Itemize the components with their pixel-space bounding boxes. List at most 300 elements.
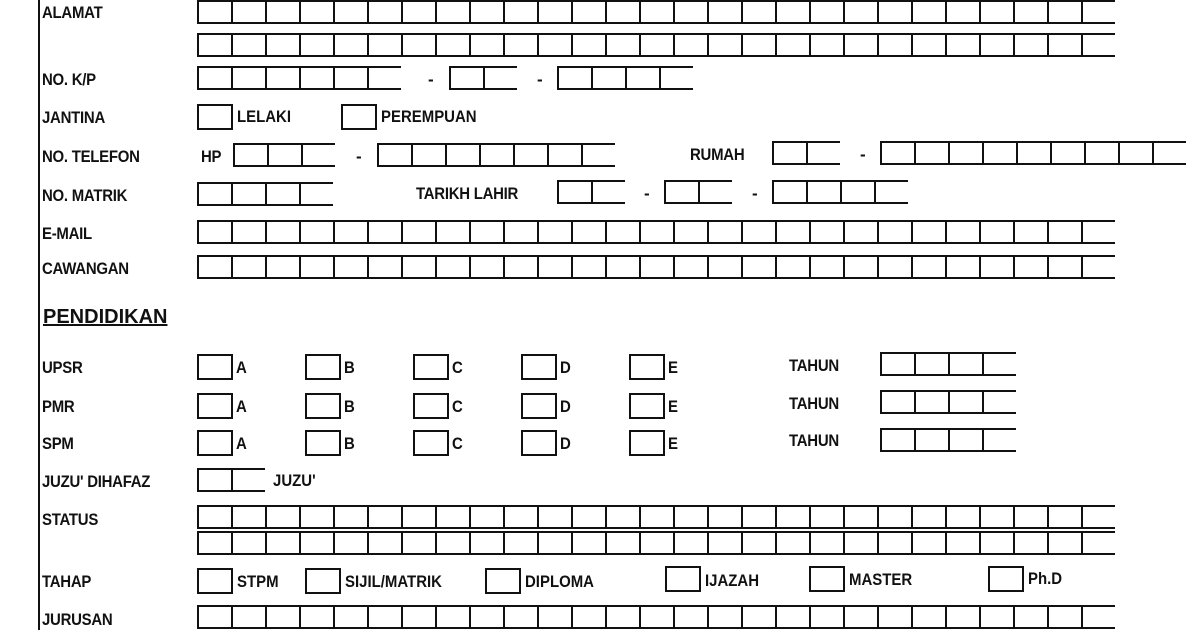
character-cell[interactable]: [299, 531, 335, 555]
character-cell[interactable]: [265, 33, 301, 57]
character-cell[interactable]: [1013, 33, 1049, 57]
character-cell[interactable]: [333, 220, 369, 244]
character-cell[interactable]: [605, 531, 641, 555]
character-cell[interactable]: [233, 143, 269, 167]
character-cell[interactable]: [571, 531, 607, 555]
character-cell[interactable]: [707, 255, 743, 279]
kp-field-part-2[interactable]: [449, 66, 517, 90]
character-cell[interactable]: [401, 255, 437, 279]
matrik-field[interactable]: [197, 182, 333, 206]
pmr-tahun-field[interactable]: [880, 390, 1016, 414]
character-cell[interactable]: [401, 531, 437, 555]
character-cell[interactable]: [1047, 505, 1083, 529]
character-cell[interactable]: [197, 182, 233, 206]
tarikh-year-field[interactable]: [772, 180, 908, 204]
character-cell[interactable]: [1081, 505, 1115, 529]
character-cell[interactable]: [299, 605, 335, 629]
character-cell[interactable]: [333, 605, 369, 629]
character-cell[interactable]: [265, 220, 301, 244]
upsr-grade-d-checkbox[interactable]: [521, 354, 557, 380]
upsr-grade-c-checkbox[interactable]: [413, 354, 449, 380]
character-cell[interactable]: [377, 143, 413, 167]
character-cell[interactable]: [880, 352, 916, 376]
spm-tahun-field[interactable]: [880, 428, 1016, 452]
tahap-master-checkbox[interactable]: [809, 566, 845, 592]
character-cell[interactable]: [809, 605, 845, 629]
character-cell[interactable]: [707, 505, 743, 529]
character-cell[interactable]: [301, 143, 335, 167]
character-cell[interactable]: [231, 66, 267, 90]
character-cell[interactable]: [707, 531, 743, 555]
character-cell[interactable]: [911, 0, 947, 24]
spm-grade-d-checkbox[interactable]: [521, 430, 557, 456]
character-cell[interactable]: [537, 255, 573, 279]
character-cell[interactable]: [605, 255, 641, 279]
character-cell[interactable]: [445, 143, 481, 167]
kp-field-part-3[interactable]: [557, 66, 693, 90]
character-cell[interactable]: [231, 0, 267, 24]
character-cell[interactable]: [911, 255, 947, 279]
pmr-grade-b-checkbox[interactable]: [305, 393, 341, 419]
character-cell[interactable]: [877, 605, 913, 629]
character-cell[interactable]: [469, 505, 505, 529]
character-cell[interactable]: [591, 180, 625, 204]
character-cell[interactable]: [1084, 141, 1120, 165]
character-cell[interactable]: [775, 255, 811, 279]
character-cell[interactable]: [367, 66, 401, 90]
hp-field-prefix[interactable]: [233, 143, 335, 167]
character-cell[interactable]: [231, 255, 267, 279]
character-cell[interactable]: [1081, 605, 1115, 629]
spm-grade-e-checkbox[interactable]: [629, 430, 665, 456]
upsr-grade-e-label: E: [668, 358, 678, 377]
character-cell[interactable]: [537, 33, 573, 57]
tahap-diploma-checkbox[interactable]: [485, 568, 521, 594]
character-cell[interactable]: [775, 505, 811, 529]
pmr-grade-d-checkbox[interactable]: [521, 393, 557, 419]
character-cell[interactable]: [911, 605, 947, 629]
character-cell[interactable]: [945, 531, 981, 555]
character-cell[interactable]: [333, 66, 369, 90]
character-cell[interactable]: [299, 33, 335, 57]
character-cell[interactable]: [673, 255, 709, 279]
character-cell[interactable]: [775, 33, 811, 57]
upsr-grade-a-label: A: [236, 358, 247, 377]
jurusan-label: JURUSAN: [42, 610, 113, 629]
character-cell[interactable]: [367, 220, 403, 244]
character-cell[interactable]: [673, 505, 709, 529]
character-cell[interactable]: [1013, 605, 1049, 629]
character-cell[interactable]: [914, 390, 950, 414]
character-cell[interactable]: [557, 180, 593, 204]
character-cell[interactable]: [639, 255, 675, 279]
character-cell[interactable]: [741, 605, 777, 629]
character-cell[interactable]: [945, 220, 981, 244]
character-cell[interactable]: [299, 255, 335, 279]
character-cell[interactable]: [231, 220, 267, 244]
character-cell[interactable]: [914, 352, 950, 376]
character-cell[interactable]: [880, 141, 916, 165]
hp-field-number[interactable]: [377, 143, 615, 167]
character-cell[interactable]: [673, 220, 709, 244]
alamat-field-line-1[interactable]: [197, 0, 1115, 24]
character-cell[interactable]: [775, 220, 811, 244]
character-cell[interactable]: [982, 352, 1016, 376]
character-cell[interactable]: [1047, 220, 1083, 244]
character-cell[interactable]: [945, 605, 981, 629]
character-cell[interactable]: [673, 531, 709, 555]
character-cell[interactable]: [299, 505, 335, 529]
character-cell[interactable]: [571, 0, 607, 24]
character-cell[interactable]: [503, 255, 539, 279]
character-cell[interactable]: [197, 531, 233, 555]
character-cell[interactable]: [265, 605, 301, 629]
character-cell[interactable]: [605, 220, 641, 244]
character-cell[interactable]: [435, 33, 471, 57]
character-cell[interactable]: [367, 505, 403, 529]
character-cell[interactable]: [231, 33, 267, 57]
character-cell[interactable]: [911, 220, 947, 244]
character-cell[interactable]: [299, 66, 335, 90]
character-cell[interactable]: [197, 255, 233, 279]
character-cell[interactable]: [537, 531, 573, 555]
character-cell[interactable]: [469, 255, 505, 279]
character-cell[interactable]: [537, 605, 573, 629]
character-cell[interactable]: [1047, 33, 1083, 57]
character-cell[interactable]: [843, 0, 879, 24]
character-cell[interactable]: [707, 220, 743, 244]
tarikh-month-field[interactable]: [664, 180, 732, 204]
character-cell[interactable]: [741, 531, 777, 555]
character-cell[interactable]: [979, 505, 1015, 529]
character-cell[interactable]: [945, 0, 981, 24]
character-cell[interactable]: [435, 0, 471, 24]
character-cell[interactable]: [605, 33, 641, 57]
upsr-grade-e-checkbox[interactable]: [629, 354, 665, 380]
character-cell[interactable]: [775, 0, 811, 24]
jurusan-field[interactable]: [197, 605, 1115, 629]
character-cell[interactable]: [605, 505, 641, 529]
character-cell[interactable]: [707, 33, 743, 57]
spm-grade-b-checkbox[interactable]: [305, 430, 341, 456]
character-cell[interactable]: [449, 66, 485, 90]
character-cell[interactable]: [982, 141, 1018, 165]
character-cell[interactable]: [333, 255, 369, 279]
tarikh-lahir-label: TARIKH LAHIR: [416, 184, 519, 203]
character-cell[interactable]: [843, 33, 879, 57]
character-cell[interactable]: [503, 531, 539, 555]
character-cell[interactable]: [503, 33, 539, 57]
character-cell[interactable]: [948, 428, 984, 452]
character-cell[interactable]: [979, 255, 1015, 279]
character-cell[interactable]: [945, 33, 981, 57]
character-cell[interactable]: [231, 531, 267, 555]
character-cell[interactable]: [299, 182, 333, 206]
character-cell[interactable]: [673, 33, 709, 57]
tahap-ijazah-checkbox[interactable]: [665, 566, 701, 592]
character-cell[interactable]: [197, 605, 233, 629]
character-cell[interactable]: [1013, 505, 1049, 529]
character-cell[interactable]: [707, 605, 743, 629]
character-cell[interactable]: [877, 0, 913, 24]
character-cell[interactable]: [1047, 605, 1083, 629]
character-cell[interactable]: [333, 33, 369, 57]
character-cell[interactable]: [979, 0, 1015, 24]
character-cell[interactable]: [231, 182, 267, 206]
character-cell[interactable]: [1047, 0, 1083, 24]
character-cell[interactable]: [775, 531, 811, 555]
lelaki-checkbox[interactable]: [197, 104, 233, 130]
status-field-line-2[interactable]: [197, 531, 1115, 555]
character-cell[interactable]: [741, 33, 777, 57]
character-cell[interactable]: [664, 180, 700, 204]
character-cell[interactable]: [945, 255, 981, 279]
character-cell[interactable]: [707, 0, 743, 24]
character-cell[interactable]: [435, 531, 471, 555]
character-cell[interactable]: [231, 505, 267, 529]
character-cell[interactable]: [948, 352, 984, 376]
character-cell[interactable]: [571, 220, 607, 244]
character-cell[interactable]: [775, 605, 811, 629]
character-cell[interactable]: [401, 605, 437, 629]
character-cell[interactable]: [673, 0, 709, 24]
character-cell[interactable]: [698, 180, 732, 204]
tahap-phd-checkbox[interactable]: [988, 566, 1024, 592]
character-cell[interactable]: [741, 220, 777, 244]
rumah-field-number[interactable]: [880, 141, 1186, 165]
character-cell[interactable]: [265, 505, 301, 529]
character-cell[interactable]: [874, 180, 908, 204]
character-cell[interactable]: [401, 220, 437, 244]
spm-grade-a-checkbox[interactable]: [197, 430, 233, 456]
tahap-sijil-matrik-label: SIJIL/MATRIK: [345, 572, 442, 591]
character-cell[interactable]: [503, 605, 539, 629]
cawangan-field[interactable]: [197, 255, 1115, 279]
character-cell[interactable]: [265, 66, 301, 90]
character-cell[interactable]: [537, 220, 573, 244]
tahap-stpm-checkbox[interactable]: [197, 568, 233, 594]
character-cell[interactable]: [673, 605, 709, 629]
character-cell[interactable]: [367, 531, 403, 555]
character-cell[interactable]: [843, 505, 879, 529]
character-cell[interactable]: [1081, 220, 1115, 244]
character-cell[interactable]: [1013, 220, 1049, 244]
character-cell[interactable]: [537, 0, 573, 24]
upsr-grade-a-checkbox[interactable]: [197, 354, 233, 380]
character-cell[interactable]: [571, 505, 607, 529]
character-cell[interactable]: [435, 255, 471, 279]
character-cell[interactable]: [772, 141, 808, 165]
character-cell[interactable]: [809, 255, 845, 279]
pmr-grade-e-checkbox[interactable]: [629, 393, 665, 419]
character-cell[interactable]: [197, 468, 233, 492]
character-cell[interactable]: [401, 0, 437, 24]
character-cell[interactable]: [948, 390, 984, 414]
character-cell[interactable]: [809, 531, 845, 555]
character-cell[interactable]: [1013, 0, 1049, 24]
character-cell[interactable]: [840, 180, 876, 204]
character-cell[interactable]: [231, 605, 267, 629]
tarikh-day-field[interactable]: [557, 180, 625, 204]
perempuan-checkbox[interactable]: [341, 104, 377, 130]
character-cell[interactable]: [265, 182, 301, 206]
character-cell[interactable]: [197, 66, 233, 90]
character-cell[interactable]: [435, 220, 471, 244]
character-cell[interactable]: [1081, 531, 1115, 555]
character-cell[interactable]: [267, 143, 303, 167]
character-cell[interactable]: [557, 66, 593, 90]
character-cell[interactable]: [411, 143, 447, 167]
character-cell[interactable]: [914, 428, 950, 452]
character-cell[interactable]: [367, 33, 403, 57]
character-cell[interactable]: [809, 505, 845, 529]
character-cell[interactable]: [571, 33, 607, 57]
character-cell[interactable]: [806, 141, 840, 165]
upsr-grade-b-checkbox[interactable]: [305, 354, 341, 380]
character-cell[interactable]: [979, 531, 1015, 555]
character-cell[interactable]: [479, 143, 515, 167]
rumah-field-prefix[interactable]: [772, 141, 840, 165]
character-cell[interactable]: [1050, 141, 1086, 165]
character-cell[interactable]: [809, 0, 845, 24]
character-cell[interactable]: [571, 255, 607, 279]
character-cell[interactable]: [911, 33, 947, 57]
character-cell[interactable]: [1013, 255, 1049, 279]
character-cell[interactable]: [809, 33, 845, 57]
character-cell[interactable]: [1152, 141, 1186, 165]
email-field[interactable]: [197, 220, 1115, 244]
character-cell[interactable]: [1016, 141, 1052, 165]
status-field-line-1[interactable]: [197, 505, 1115, 529]
character-cell[interactable]: [979, 605, 1015, 629]
character-cell[interactable]: [401, 33, 437, 57]
character-cell[interactable]: [911, 531, 947, 555]
character-cell[interactable]: [639, 531, 675, 555]
character-cell[interactable]: [877, 531, 913, 555]
pmr-grade-c-checkbox[interactable]: [413, 393, 449, 419]
kp-field-part-1[interactable]: [197, 66, 401, 90]
character-cell[interactable]: [333, 505, 369, 529]
character-cell[interactable]: [265, 0, 301, 24]
character-cell[interactable]: [367, 0, 403, 24]
character-cell[interactable]: [197, 33, 233, 57]
character-cell[interactable]: [911, 505, 947, 529]
character-cell[interactable]: [639, 220, 675, 244]
character-cell[interactable]: [197, 0, 233, 24]
character-cell[interactable]: [877, 255, 913, 279]
character-cell[interactable]: [367, 255, 403, 279]
character-cell[interactable]: [435, 605, 471, 629]
character-cell[interactable]: [843, 255, 879, 279]
character-cell[interactable]: [547, 143, 583, 167]
character-cell[interactable]: [1047, 255, 1083, 279]
character-cell[interactable]: [605, 605, 641, 629]
character-cell[interactable]: [469, 531, 505, 555]
character-cell[interactable]: [877, 505, 913, 529]
character-cell[interactable]: [299, 220, 335, 244]
character-cell[interactable]: [197, 505, 233, 529]
character-cell[interactable]: [843, 605, 879, 629]
character-cell[interactable]: [1081, 33, 1115, 57]
character-cell[interactable]: [591, 66, 627, 90]
character-cell[interactable]: [1047, 531, 1083, 555]
character-cell[interactable]: [333, 531, 369, 555]
character-cell[interactable]: [979, 33, 1015, 57]
character-cell[interactable]: [741, 505, 777, 529]
character-cell[interactable]: [265, 531, 301, 555]
character-cell[interactable]: [503, 505, 539, 529]
character-cell[interactable]: [483, 66, 517, 90]
character-cell[interactable]: [809, 220, 845, 244]
character-cell[interactable]: [772, 180, 808, 204]
pmr-grade-a-checkbox[interactable]: [197, 393, 233, 419]
character-cell[interactable]: [581, 143, 615, 167]
character-cell[interactable]: [333, 0, 369, 24]
character-cell[interactable]: [1118, 141, 1154, 165]
character-cell[interactable]: [982, 428, 1016, 452]
tahap-sijil-matrik-checkbox[interactable]: [305, 568, 341, 594]
character-cell[interactable]: [741, 255, 777, 279]
character-cell[interactable]: [639, 605, 675, 629]
character-cell[interactable]: [659, 66, 693, 90]
character-cell[interactable]: [1013, 531, 1049, 555]
character-cell[interactable]: [513, 143, 549, 167]
character-cell[interactable]: [843, 531, 879, 555]
character-cell[interactable]: [197, 220, 233, 244]
character-cell[interactable]: [877, 220, 913, 244]
character-cell[interactable]: [1081, 0, 1115, 24]
character-cell[interactable]: [880, 390, 916, 414]
character-cell[interactable]: [469, 0, 505, 24]
character-cell[interactable]: [503, 220, 539, 244]
juzu-field[interactable]: [197, 468, 265, 492]
character-cell[interactable]: [469, 220, 505, 244]
character-cell[interactable]: [979, 220, 1015, 244]
character-cell[interactable]: [982, 390, 1016, 414]
upsr-tahun-field[interactable]: [880, 352, 1016, 376]
character-cell[interactable]: [503, 0, 539, 24]
character-cell[interactable]: [299, 0, 335, 24]
character-cell[interactable]: [469, 605, 505, 629]
character-cell[interactable]: [877, 33, 913, 57]
kp-dash-1: -: [428, 70, 434, 89]
tahap-stpm-label: STPM: [237, 572, 279, 591]
character-cell[interactable]: [741, 0, 777, 24]
character-cell[interactable]: [469, 33, 505, 57]
character-cell[interactable]: [948, 141, 984, 165]
character-cell[interactable]: [231, 468, 265, 492]
character-cell[interactable]: [265, 255, 301, 279]
character-cell[interactable]: [401, 505, 437, 529]
character-cell[interactable]: [639, 0, 675, 24]
character-cell[interactable]: [843, 220, 879, 244]
character-cell[interactable]: [880, 428, 916, 452]
character-cell[interactable]: [537, 505, 573, 529]
character-cell[interactable]: [806, 180, 842, 204]
character-cell[interactable]: [1081, 255, 1115, 279]
character-cell[interactable]: [639, 505, 675, 529]
character-cell[interactable]: [945, 505, 981, 529]
alamat-field-line-2[interactable]: [197, 33, 1115, 57]
character-cell[interactable]: [367, 605, 403, 629]
character-cell[interactable]: [625, 66, 661, 90]
character-cell[interactable]: [435, 505, 471, 529]
character-cell[interactable]: [914, 141, 950, 165]
spm-grade-c-checkbox[interactable]: [413, 430, 449, 456]
character-cell[interactable]: [639, 33, 675, 57]
character-cell[interactable]: [605, 0, 641, 24]
character-cell[interactable]: [571, 605, 607, 629]
